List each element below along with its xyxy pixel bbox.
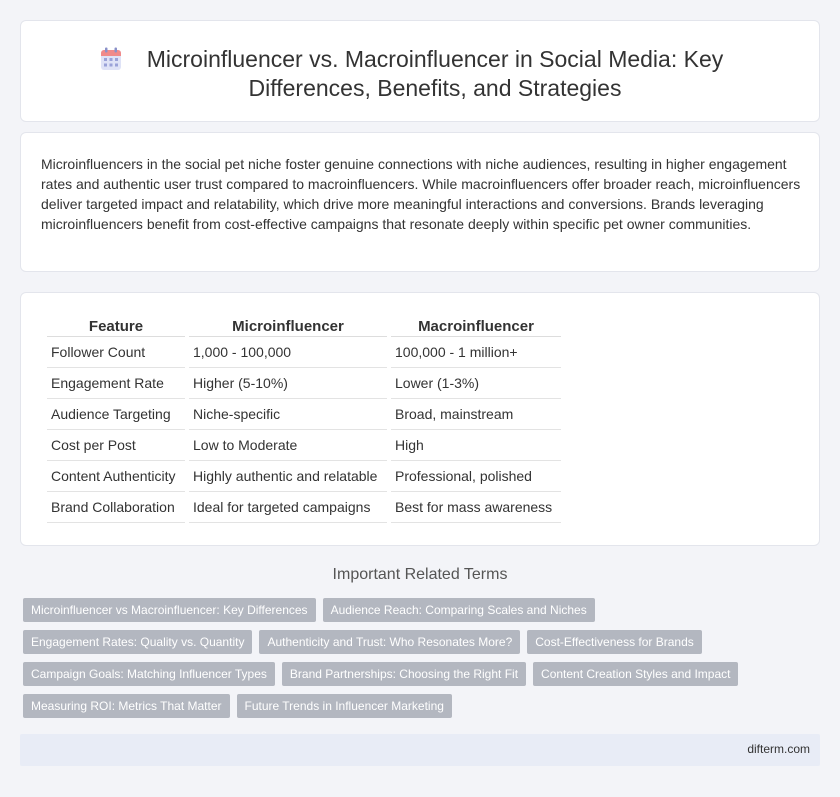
table-cell: Ideal for targeted campaigns <box>189 492 387 523</box>
table-cell: Cost per Post <box>47 430 185 461</box>
table-cell: 100,000 - 1 million+ <box>391 337 561 368</box>
table-header-feature: Feature <box>47 315 185 337</box>
related-term-tag[interactable]: Brand Partnerships: Choosing the Right Fit <box>282 662 526 686</box>
comparison-table <box>43 315 565 523</box>
table-cell: Lower (1-3%) <box>391 368 561 399</box>
tag-row <box>23 630 743 654</box>
tag-row <box>23 662 743 686</box>
footer-bar <box>20 734 820 766</box>
table-cell: Engagement Rate <box>47 368 185 399</box>
table-cell: Content Authenticity <box>47 461 185 492</box>
table-row <box>47 430 561 461</box>
table-row <box>47 399 561 430</box>
tag-row <box>23 598 743 622</box>
table-row <box>47 368 561 399</box>
table-header-row <box>47 315 561 337</box>
table-cell: Brand Collaboration <box>47 492 185 523</box>
related-term-tag[interactable]: Future Trends in Influencer Marketing <box>237 694 452 718</box>
related-terms-heading: Important Related Terms <box>332 566 508 583</box>
table-cell: Broad, mainstream <box>391 399 561 430</box>
table-cell: Best for mass awareness <box>391 492 561 523</box>
table-cell: Follower Count <box>47 337 185 368</box>
related-term-tag[interactable]: Measuring ROI: Metrics That Matter <box>23 694 230 718</box>
comparison-table-card <box>20 292 820 546</box>
table-row <box>47 461 561 492</box>
table-row <box>47 492 561 523</box>
table-header-microinfluencer: Microinfluencer <box>189 315 387 337</box>
table-cell: Higher (5-10%) <box>189 368 387 399</box>
table-cell: Highly authentic and relatable <box>189 461 387 492</box>
tag-row <box>23 694 743 718</box>
intro-card <box>20 132 820 272</box>
related-term-tag[interactable]: Cost-Effectiveness for Brands <box>527 630 702 654</box>
related-term-tag[interactable]: Campaign Goals: Matching Influencer Types <box>23 662 275 686</box>
table-cell: Low to Moderate <box>189 430 387 461</box>
table-cell: Professional, polished <box>391 461 561 492</box>
table-row <box>47 337 561 368</box>
title-card <box>20 20 820 122</box>
related-term-tag[interactable]: Engagement Rates: Quality vs. Quantity <box>23 630 252 654</box>
related-term-tag[interactable]: Authenticity and Trust: Who Resonates More? <box>259 630 520 654</box>
intro-paragraph: Microinfluencers in the social pet niche foster genuine connections with niche audiences, resulting in higher engagement rates and authentic user trust compared to macroinfluencers. While macroinfluencers offer broader reach, microinfluencers deliver targeted impact and relatability, which drive more meaningful interactions and conversions. Brands leveraging microinfluencers benefit from cost-effective campaigns that resonate deeply within specific pet owner communities. <box>41 156 801 232</box>
table-cell: 1,000 - 100,000 <box>189 337 387 368</box>
related-term-tag[interactable]: Content Creation Styles and Impact <box>533 662 738 686</box>
table-cell: High <box>391 430 561 461</box>
footer-site-link[interactable]: difterm.com <box>747 742 810 756</box>
page-title: Microinfluencer vs. Macroinfluencer in Social Media: Key Differences, Benefits, and Strategies <box>146 46 724 101</box>
table-header-macroinfluencer: Macroinfluencer <box>391 315 561 337</box>
related-term-tag[interactable]: Microinfluencer vs Macroinfluencer: Key Differences <box>23 598 316 622</box>
related-terms-list <box>23 598 743 726</box>
table-cell: Audience Targeting <box>47 399 185 430</box>
related-term-tag[interactable]: Audience Reach: Comparing Scales and Niches <box>323 598 595 622</box>
table-cell: Niche-specific <box>189 399 387 430</box>
